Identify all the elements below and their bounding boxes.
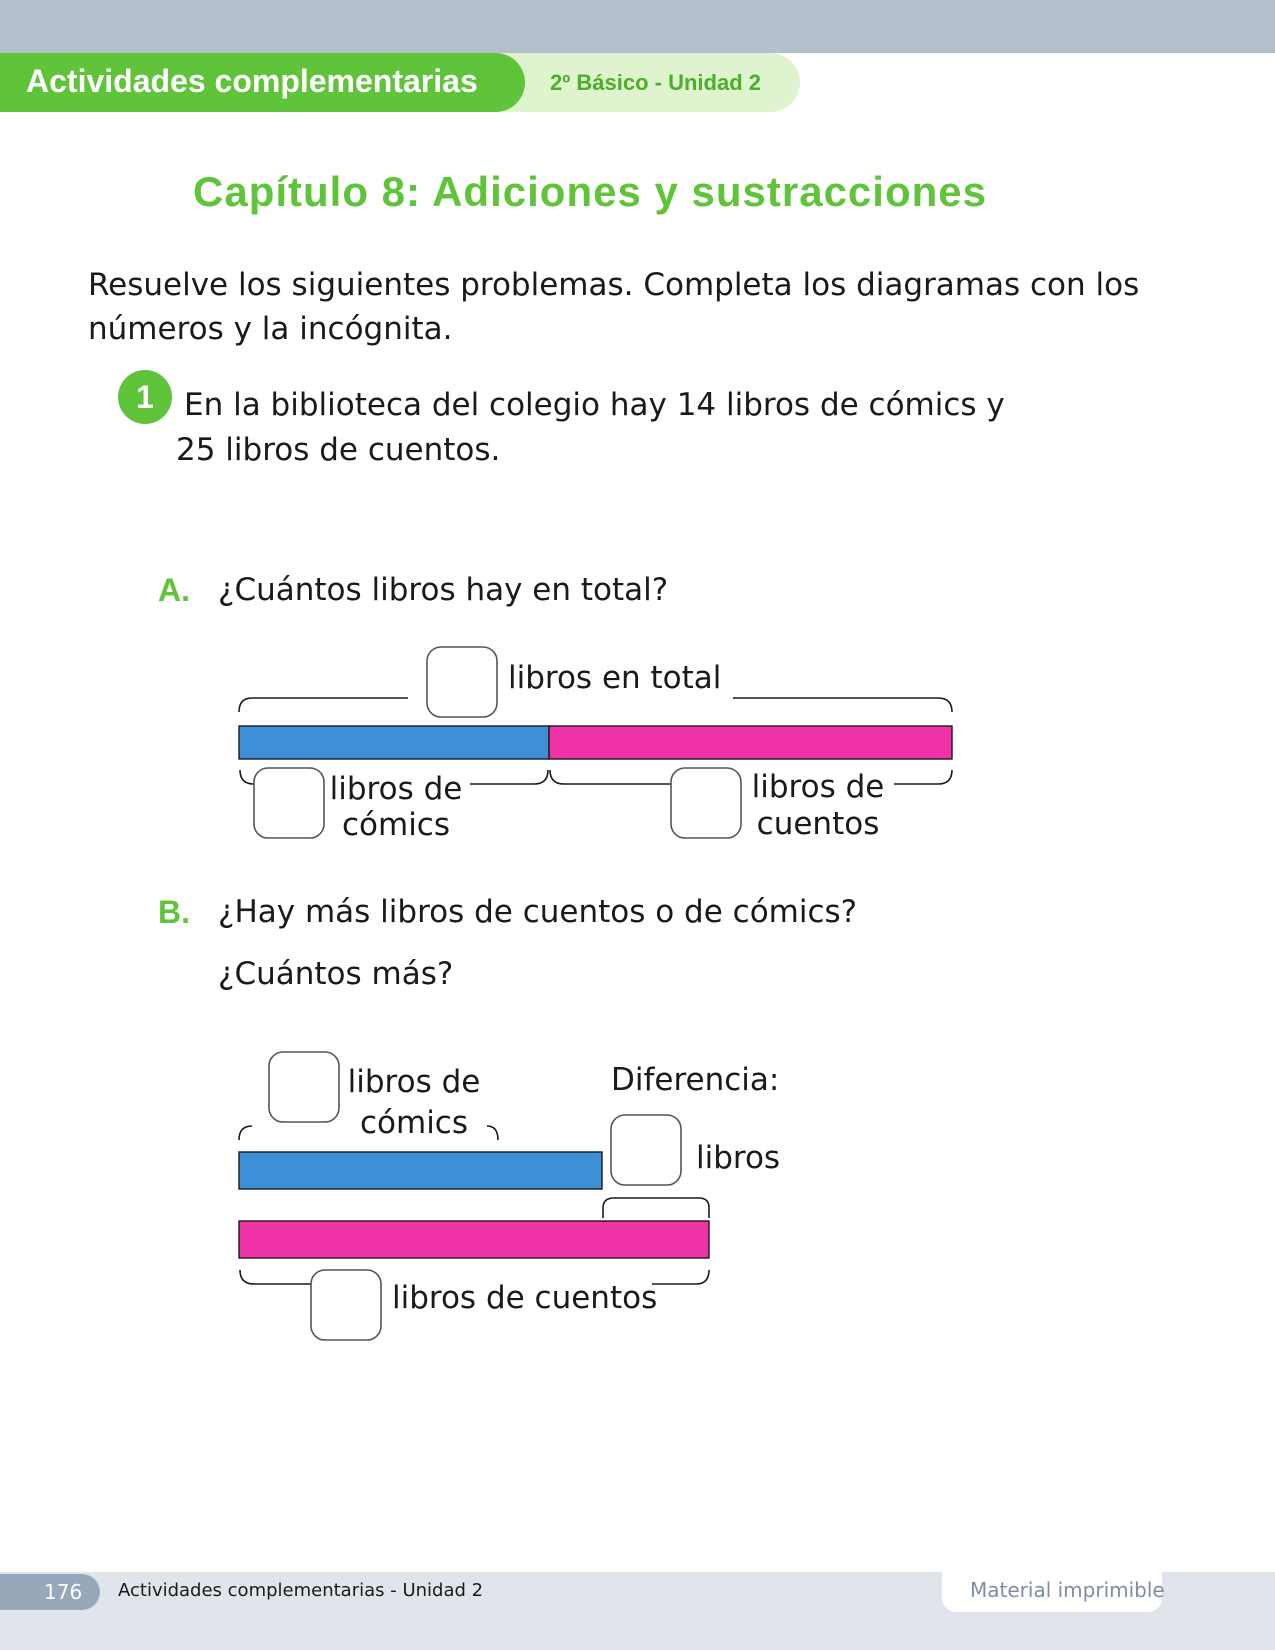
instructions-line-1: Resuelve los siguientes problemas. Completa los diagramas con los (88, 267, 1140, 303)
header-subtitle: 2º Básico - Unidad 2 (550, 70, 761, 95)
part-b-letter: B. (158, 894, 190, 930)
part-b-question-2: ¿Cuántos más? (218, 956, 454, 992)
footer-tab (942, 1572, 1165, 1612)
part-a-total-label: libros en total (508, 660, 722, 696)
instructions-line-2: números y la incógnita. (88, 311, 453, 347)
header-subtitle-tab (490, 53, 800, 112)
part-a-comics-label-2: cómics (341, 807, 450, 843)
part-b-comics-answer-box (269, 1052, 339, 1122)
header-title: Actividades complementarias (26, 63, 478, 99)
part-b-comics-label-1: libros de (347, 1064, 481, 1100)
part-b-cuentos-brace (240, 1270, 312, 1284)
part-a-comics-label-1: libros de (329, 771, 463, 807)
part-a-question: ¿Cuántos libros hay en total? (218, 572, 669, 608)
part-a-cuentos-brace (550, 770, 672, 784)
problem-line-1: En la biblioteca del colegio hay 14 libros de cómics y (184, 387, 1005, 423)
part-b-difference-answer-box (611, 1115, 681, 1185)
part-a-cuentos-label-1: libros de (751, 769, 885, 805)
part-b-comics-brace (239, 1126, 252, 1140)
part-b-cuentos-answer-box (311, 1270, 381, 1340)
chapter-title: Capítulo 8: Adiciones y sustracciones (193, 168, 987, 215)
part-b-difference-brace (603, 1198, 709, 1218)
part-a-total-answer-box (427, 647, 497, 717)
part-a-comics-answer-box (254, 768, 324, 838)
part-a-comics-bar (239, 726, 549, 759)
footer-tab-label: Material imprimible (970, 1578, 1165, 1602)
part-a-cuentos-answer-box (671, 768, 741, 838)
part-a-cuentos-bar (549, 726, 952, 759)
part-b-cuentos-label: libros de cuentos (392, 1280, 658, 1316)
problem-line-2: 25 libros de cuentos. (176, 432, 501, 468)
part-a-total-brace (239, 698, 408, 712)
part-b-cuentos-bar (239, 1221, 709, 1258)
footer-text: Actividades complementarias - Unidad 2 (118, 1580, 484, 1601)
part-a-comics-brace (240, 770, 255, 784)
page-number: 176 (0, 1574, 100, 1610)
part-a-letter: A. (158, 572, 190, 608)
part-b-difference-label: Diferencia: (611, 1062, 780, 1098)
part-b-comics-label-2: cómics (359, 1105, 468, 1141)
header-title-tab (0, 53, 525, 112)
part-b-libros-label: libros (696, 1140, 781, 1176)
part-b-comics-bar (239, 1152, 602, 1189)
part-a-cuentos-label-2: cuentos (756, 806, 880, 842)
part-b-question-1: ¿Hay más libros de cuentos o de cómics? (218, 894, 858, 930)
problem-number-badge: 1 (118, 370, 172, 424)
